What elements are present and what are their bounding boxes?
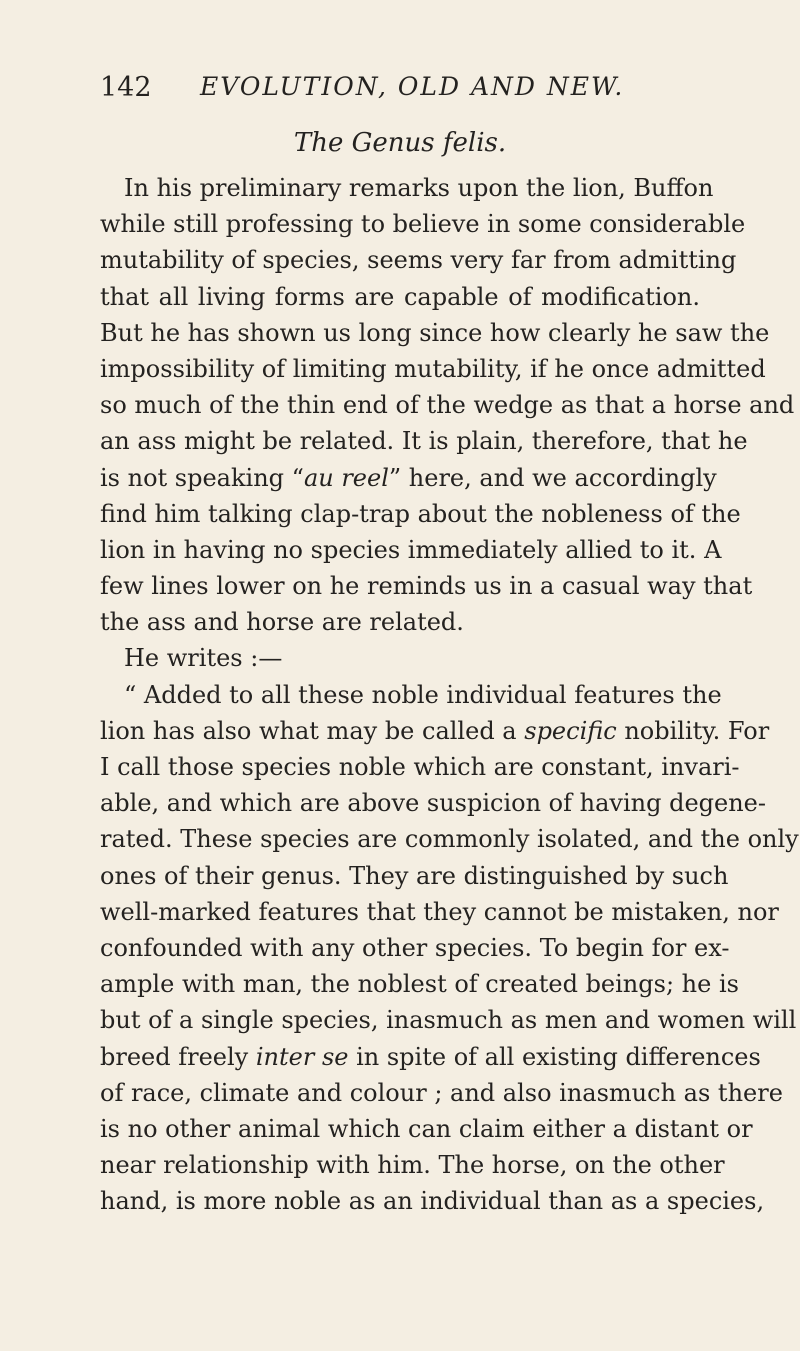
text-line: I call those species noble which are constant, invari- [100,753,740,781]
text-line: impossibility of limiting mutability, if he once admitted [100,354,766,383]
running-title: EVOLUTION, OLD AND NEW. [200,72,625,101]
text-line: ample with man, the noblest of created beings; he is [100,970,739,999]
text-line: But he has shown us long since how clearly he saw the [100,318,770,347]
text-line: the ass and horse are related. [100,608,464,637]
text-line: He writes :— [124,644,283,673]
text-line: rated. These species are commonly isolated, and the only [100,825,799,854]
text-line: while still professing to believe in some considerable [100,210,746,239]
body-text [100,170,799,1219]
text-line: breed freely inter se in spite of all existing differences [100,1042,761,1071]
text-line: so much of the thin end of the wedge as that a horse and [100,391,795,420]
page-number: 142 [100,72,152,103]
text-line: mutability of species, seems very far from admitting [100,246,737,275]
italic-phrase: specific [524,716,617,745]
text-line: near relationship with him. The horse, on the other [100,1151,725,1180]
text-line: well-marked features that they cannot be mistaken, nor [100,897,779,926]
text-line: an ass might be related. It is plain, therefore, that he [100,427,748,456]
text-line: confounded with any other species. To begin for ex- [100,933,730,962]
text-line: lion in having no species immediately allied to it. A [100,535,722,564]
text-line: hand, is more noble as an individual than as a species, [100,1187,765,1216]
text-line: find him talking clap-trap about the nobleness of the [100,499,741,528]
section-title: The Genus felis. [293,128,507,158]
text-line: lion has also what may be called a specific nobility. For [100,716,770,745]
italic-phrase: au reel [303,463,389,492]
italic-phrase: inter se [255,1042,349,1071]
text-line: that all living forms are capable of modification. [100,282,700,311]
text-line: is not speaking “au reel” here, and we accordingly [100,463,717,492]
text-line: few lines lower on he reminds us in a casual way that [100,572,753,601]
text-line: “ Added to all these noble individual features the [124,680,722,709]
text-line: ones of their genus. They are distinguished by such [100,861,729,890]
text-line: In his preliminary remarks upon the lion, Buffon [124,174,714,202]
text-line: able, and which are above suspicion of having degene- [100,789,766,818]
text-line: but of a single species, inasmuch as men and women will [100,1006,797,1035]
running-head [100,72,700,106]
text-line: is no other animal which can claim either a distant or [100,1114,753,1143]
text-line: of race, climate and colour ; and also inasmuch as there [100,1078,783,1107]
